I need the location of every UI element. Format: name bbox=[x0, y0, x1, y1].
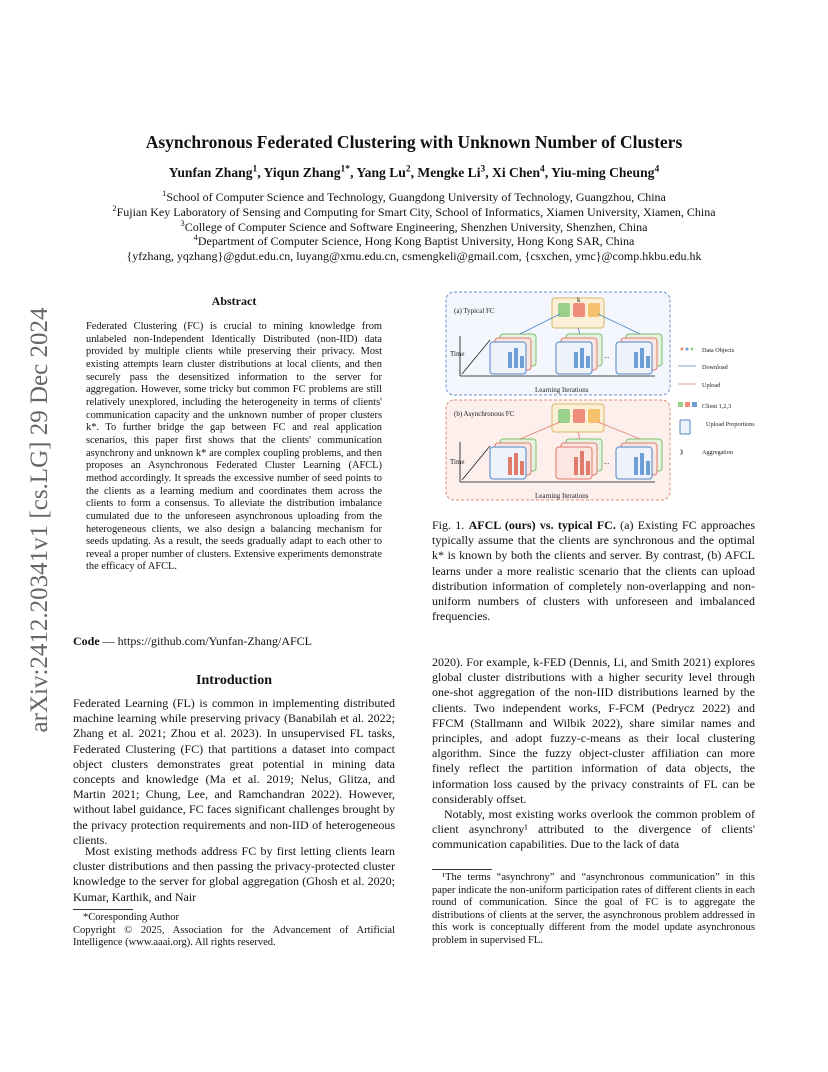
caption-text: (a) Existing FC approaches typically assume that the clients are synchronous and the optimal k* is known by both the clients and server. By contrast, (b) AFCL learns under a more realistic scenario that the clients can upload distribution information of completely non-overlapping and non-uniform numbers of clusters with unforeseen and imbalanced frequencies. bbox=[432, 518, 756, 624]
legend-clients: Client 1,2,3 bbox=[702, 403, 732, 410]
affiliation bbox=[0, 190, 828, 205]
author-name: Xi Chen bbox=[492, 165, 541, 180]
iterations-label-b: Learning Iterations bbox=[535, 492, 589, 500]
affiliation-text: College of Computer Science and Software Engineering, Shenzhen University, Shenzhen, China bbox=[184, 220, 648, 234]
right-paragraph-2: Notably, most existing works overlook the common problem of client asynchrony¹ attributed to the divergence of clients' communication capabilities. Due to the lack of data bbox=[432, 807, 755, 852]
iterations-label-a: Learning Iterations bbox=[535, 386, 589, 394]
affiliation bbox=[0, 205, 828, 220]
server-stack-b bbox=[552, 404, 604, 432]
svg-text:⟫: ⟫ bbox=[680, 449, 684, 456]
svg-text:...: ... bbox=[604, 458, 610, 466]
caption-label: Fig. 1. bbox=[432, 518, 465, 532]
figure-legend bbox=[678, 347, 755, 456]
paper-title: Asynchronous Federated Clustering with Unknown Number of Clusters bbox=[145, 132, 683, 152]
time-label-a: Time bbox=[450, 350, 465, 358]
affiliation-text: Department of Computer Science, Hong Kong Baptist University, Hong Kong SAR, China bbox=[197, 234, 635, 248]
footnote-rule bbox=[73, 909, 133, 910]
footnote-left bbox=[73, 912, 395, 950]
copyright-notice: Copyright © 2025, Association for the Advancement of Artificial Intelligence (www.aaai.org). All rights reserved. bbox=[73, 924, 395, 948]
footnote-rule-right bbox=[432, 869, 492, 870]
k-label: k bbox=[577, 296, 581, 304]
abstract-text: Federated Clustering (FC) is crucial to mining knowledge from unlabeled non-Independent Identically Distributed (non-IID) data provided by multiple clients while preserving their privacy. Most existing attempts learn cluster distributions at local clients, and then securely pass the desensitized information to the server for aggregation. However, some tricky but common FC problems are still relatively unexplored, including the heterogeneity in terms of clients' communication capacity and the unknown number of proper clusters k*. To further bridge the gap between FC and real application scenarios, this paper first shows that the clients' communication asynchrony and unknown k* are complex coupling problems, and then proposes an Asynchronous Federated Cluster Learning (AFCL) method accordingly. It spreads the excessive number of seed points to the clients as a learning medium and coordinates them across the clients to form a consensus. To alleviate the distribution imbalance cumulated due to the unforeseen asynchronous uploading from the heterogeneous clients, we also design a balancing mechanism for seeds updating. As a result, the seeds gradually adapt to each other to reveal a proper number of clusters. Extensive experiments demonstrate the efficacy of AFCL. bbox=[86, 321, 382, 573]
svg-text:...: ... bbox=[604, 352, 610, 360]
arxiv-stamp-text: arXiv:2412.20341v1 [cs.LG] 29 Dec 2024 bbox=[26, 307, 53, 733]
legend-aggregation: Aggregation bbox=[702, 449, 733, 456]
code-url[interactable]: — https://github.com/Yunfan-Zhang/AFCL bbox=[99, 634, 312, 648]
author-mark: 4 bbox=[540, 164, 545, 175]
figure-afcl-vs-fc bbox=[440, 286, 755, 510]
affiliation-mark: 2 bbox=[112, 204, 117, 213]
affiliation-text: Fujian Key Laboratory of Sensing and Computing for Smart City, School of Informatics, Xiamen University, Xiamen, China bbox=[116, 205, 716, 219]
caption-title: AFCL (ours) vs. typical FC. bbox=[468, 518, 616, 532]
client-stacks-b bbox=[490, 439, 662, 479]
affiliation-mark: 3 bbox=[180, 219, 185, 228]
server-stack-a bbox=[552, 296, 604, 328]
affiliation-mark: 4 bbox=[193, 233, 198, 242]
right-paragraph-1: 2020). For example, k-FED (Dennis, Li, and Smith 2021) explores global cluster distributions with a higher security level through one-shot aggregation of the non-IID distributions learned by the clients. Two independent works, F-FCM (Pedrycz 2022) and FFCM (Stallmann and Wilbik 2022), share similar names and principles, and adopt fuzzy-c-means as their local clustering algorithm. Since the fuzzy object-cluster affiliation can more finely reflect the partition information of data objects, the information loss caused by the privacy constraints of FL can be considerably offset. bbox=[432, 655, 755, 806]
author-name: Yiqun Zhang bbox=[263, 165, 341, 180]
abstract-heading: Abstract bbox=[211, 294, 257, 308]
figure-caption bbox=[432, 518, 755, 624]
legend-upload-proportions: Upload Proportions bbox=[706, 421, 755, 428]
author-mark: 1* bbox=[340, 164, 351, 175]
author-name: Yunfan Zhang bbox=[168, 165, 253, 180]
author-mark: 2 bbox=[405, 164, 411, 175]
time-label-b: Time bbox=[450, 458, 465, 466]
author-list: Yunfan Zhang$^1$, Yiqun Zhang$^{1*}$, Yang Lu$^2$, Mengke Li$^3$, Xi Chen$^4$, Yiu-ming Cheung$^4$ bbox=[168, 164, 660, 180]
panel-a-label: (a) Typical FC bbox=[454, 307, 495, 315]
affiliation-text: School of Computer Science and Technology, Guangdong University of Technology, Guangzhou, China bbox=[166, 190, 666, 204]
author-mark: 4 bbox=[654, 164, 660, 175]
legend-upload: Upload bbox=[702, 382, 721, 389]
footnote-corresponding: *Coresponding Author bbox=[83, 912, 179, 923]
author-mark: 1 bbox=[252, 164, 258, 175]
intro-paragraph-1: Federated Learning (FL) is common in implementing distributed machine learning while preserving privacy (Banabilah et al. 2022; Zhang et al. 2021; Zhou et al. 2023). In unsupervised FL tasks, Federated Clustering (FC) that partitions a dataset into compact object clusters demonstrates great potential in mining data concepts and knowledge (Ma et al. 2019; Nelus, Glitza, and Martin 2021; Chung, Lee, and Ramchandran 2022). However, without label guidance, FC faces significant challenges brought by the privacy protection requirements and non-IID of heterogeneous clients. bbox=[73, 696, 395, 847]
arxiv-stamp bbox=[20, 307, 60, 733]
affiliation-mark: 1 bbox=[162, 189, 167, 198]
legend-data-objects: Data Objects bbox=[702, 347, 735, 354]
intro-paragraph-2: Most existing methods address FC by first letting clients learn cluster distributions and then passing the privacy-protected cluster knowledge to the server for global aggregation (Ghosh et al. 2020; Kumar, Karthik, and Nair bbox=[73, 844, 395, 904]
author-mark: 3 bbox=[480, 164, 486, 175]
author-name: Yang Lu bbox=[356, 165, 406, 180]
author-emails: {yfzhang, yqzhang}@gdut.edu.cn, luyang@xmu.edu.cn, csmengkeli@gmail.com, {csxchen, ymc}@comp.hkbu.edu.hk bbox=[126, 249, 702, 263]
affiliation bbox=[0, 220, 828, 235]
section-heading-introduction: Introduction bbox=[196, 673, 272, 688]
author-name: Yiu-ming Cheung bbox=[551, 165, 655, 180]
client-stacks-a bbox=[490, 334, 662, 374]
legend-download: Download bbox=[702, 364, 728, 371]
footnote-asynchrony: ¹The terms “asynchrony” and “asynchronous communication” in this paper indicate the non-uniform participation rates of different clients in each round of communication. Since the goal of FC is to aggregate the distributions of clients at the server, the asynchronous problem addressed in this work is conceptually different from the model update asynchronous problem in supervised FL. bbox=[432, 872, 755, 946]
affiliation bbox=[0, 234, 828, 249]
author-name: Mengke Li bbox=[417, 165, 481, 180]
panel-b-label: (b) Asynchronous FC bbox=[454, 410, 515, 418]
code-label: Code bbox=[73, 634, 100, 648]
code-link[interactable] bbox=[73, 634, 312, 649]
